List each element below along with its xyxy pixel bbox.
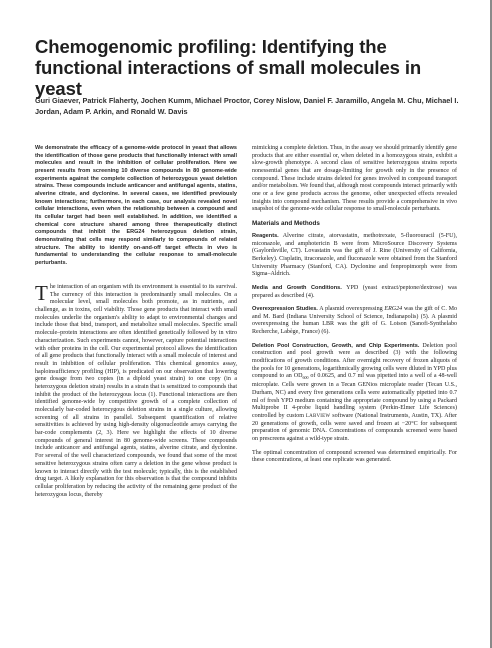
intro-continuation: mimicking a complete deletion. Thus, in the assay we should primarily identify gene products that are either essential or, when deleted in a homozygous strain, exhibit a slow-growth phenotype. A second class of sensitive heterozygous strains reports nonessential genes that are dosage-limiting for growth only in the presence of compound. These include strains deleted for genes involved in compound transport and/or metabolism. We found that, although most compounds interact primarily with one or a few gene products across the genome, other unexpected effects revealed insights into compound mechanism. These results provide a comprehensive in vivo snapshot of the genome-wide cellular response to small-molecule perturbants. <box>252 145 457 213</box>
pool-text-1: Deletion pool construction and pool growth were as described (3) with the following modifications of growth conditions. After overnight recovery of frozen aliquots of the pools for 10 generations, logarithmically growing cells were diluted in YPD plus compound to an OD <box>252 342 457 380</box>
article-title: Chemogenomic profiling: Identifying the functional interactions of small molecules in yeast <box>35 36 422 99</box>
pool-text-3: software (National Instruments, Austin, TX). After 20 generations of growth, cells were saved and frozen at −20°C for subsequent preparation of genomic DNA. Concentrations of compounds screened were based on prescreens against a wild-type strain. <box>252 412 457 442</box>
introduction-text: he interaction of an organism with its environment is essential to its survival. The currency of this interaction is predominantly small molecules. On a molecular level, small molecules both promote, as in nutrients, and challenge, as in toxins, cell viability. Those gene products that interact with small molecules underlie the organism's ability to adapt to environmental changes and include those that bind, transport, and metabolize small molecules. Specific small molecule–protein interactions are often identified genetically followed by in vitro characterization. Such experiments cannot, however, capture potential interactions with other proteins in the cell. Our experimental protocol allows the identification of all gene products that functionally interact with a small molecule of interest and result in inhibition of cellular proliferation. This chemical genomics assay, haploinsufficiency profiling (HIP), is predicated on our observation that lowering gene dosage from two copies (in a diploid yeast strain) to one copy (in a heterozygous deletion strain) results in a strain that is sensitized to compounds that inhibit the product of the heterozygous locus (1). Functional interactions are then identified genome-wide by competitive growth of a complete collection of molecularly bar-coded heterozygous deletion strains in a single culture, allowing screening of all strains in parallel. Subsequent quantification of relative sensitivities is achieved by using high-density oligonucleotide arrays carrying the bar-code complements (2, 3). Here we highlight the effects of 10 diverse compounds of general interest in 80 genome-wide screens. These compounds include anticancer and antifungal agents, statins, alverine citrate, and dyclonine. For several of the well characterized compounds, we found that some of the most sensitive heterozygous strains often carry a deletion in the gene whose product is known to interact directly with the test molecule; typically, this is the established drug target. A likely explanation for this observation is that the compound inhibits cellular proliferation by reducing the activity of the remaining gene product of the heterozygous locus, thereby <box>35 284 237 498</box>
overexpression-label: Overexpression Studies. <box>252 306 318 313</box>
introduction-paragraph <box>35 281 237 499</box>
drop-cap: T <box>35 281 48 305</box>
pool-label: Deletion Pool Construction, Growth, and Chip Experiments. <box>252 342 420 349</box>
abstract: We demonstrate the efficacy of a genome-wide protocol in yeast that allows the identification of those gene products that functionally interact with small molecules and result in the inhibition of cellular proliferation. Here we present results from screening 10 diverse compounds in 80 genome-wide experiments against the complete collection of heterozygous yeast deletion strains. These compounds include anticancer and antifungal agents, statins, alverine citrate, and dyclonine. In several cases, we identified previously known interactions; furthermore, in each case, our analysis revealed novel cellular interactions, even when the relationship between a compound and its cellular target had been well established. In addition, we identified a chemical core structure shared among three therapeutically distinct compounds that inhibit the ERG24 heterozygous deletion strain, demonstrating that cells may respond similarly to compounds of related structure. The ability to identify on-and-off target effects in vivo is fundamental to understanding the cellular response to small-molecule perturbants. <box>35 145 237 266</box>
media-section <box>252 285 457 300</box>
media-label: Media and Growth Conditions. <box>252 284 342 291</box>
reagents-label: Reagents. <box>252 232 279 239</box>
overexpression-text-2: was the gift of C. Mo and M. Bard (Indiana University School of Science, Indianapolis) (5). A plasmid overexpressing the human LBR was the gift of G. Loison (Sanofi-Synthelabo Recherche, Labège, France) (6). <box>252 306 458 336</box>
pool-software: LABVIEW <box>305 413 331 419</box>
author-list: Guri Giaever, Patrick Flaherty, Jochen Kumm, Michael Proctor, Corey Nislow, Daniel F. Jaramillo, Angela M. Chu, Michael I. Jordan, Adam P. Arkin, and Ronald W. Davis <box>35 96 459 116</box>
overexpression-text-1: A plasmid overexpressing <box>319 306 383 313</box>
pool-subscript: 600 <box>302 375 309 381</box>
methods-heading: Materials and Methods <box>252 219 320 227</box>
reagents-text: Alverine citrate, atorvastatin, methotrexate, 5-fluorouracil (5-FU), miconazole, and amphotericin B were from MicroSource Discovery Systems (Gaylordsville, CT). Lovastatin was the gift of J. Rine (University of California, Berkeley). Cisplatin, itraconazole, and fluconazole were obtained from the Stanford University Pharmacy (Stanford, CA). Dyclonine and fenpropimorph were from Sigma–Aldrich. <box>252 232 457 278</box>
final-paragraph: The optimal concentration of compound screened was determined empirically. For these concentrations, at least one replicate was generated. <box>252 449 457 464</box>
pool-section <box>252 343 457 444</box>
overexpression-gene: ERG24 <box>384 306 403 313</box>
media-text: YPD (yeast extract/peptone/dextrose) was prepared as described (4). <box>252 284 458 299</box>
pool-text-2: of 0.0625, and 0.7 ml was pipetted into a well of a 48-well microplate. Cells were grown in a Tecan GENios microplate reader (Tecan U.S., Durham, NC) and every five generations cells were automatically pipetted into 0.7 ml of fresh YPD medium containing the appropriate compound by using a Packard Multiprobe II 4-probe liquid handling system (Perkin-Elmer Life Sciences) controlled by custom <box>252 373 457 419</box>
right-column <box>252 145 457 469</box>
reagents-section <box>252 233 457 279</box>
overexpression-section <box>252 306 457 337</box>
